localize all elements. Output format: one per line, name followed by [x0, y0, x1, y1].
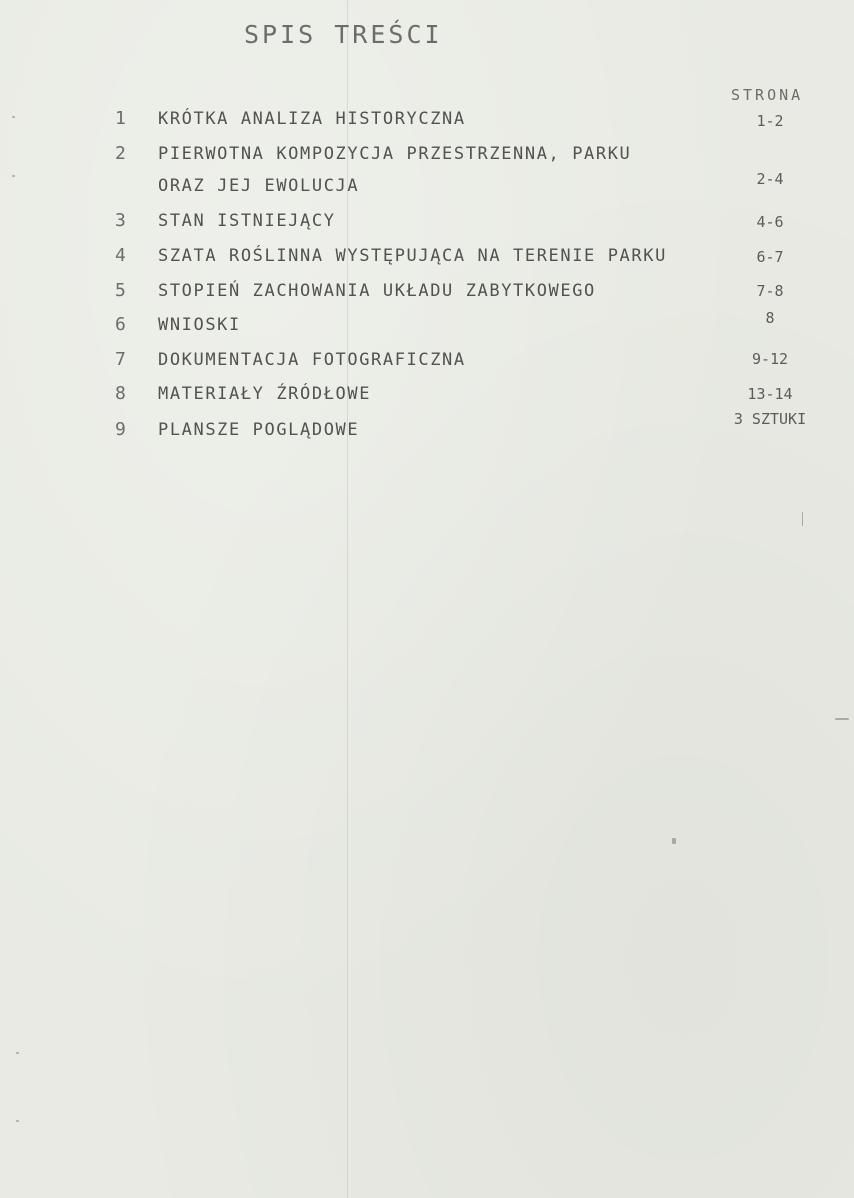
- toc-entry-number: 7: [115, 349, 126, 370]
- toc-entry-number: 8: [115, 383, 126, 404]
- toc-entry-number: 4: [115, 245, 126, 266]
- scan-speck: [12, 116, 15, 118]
- toc-entry-number: 3: [115, 210, 126, 231]
- toc-entry-label: SZATA ROŚLINNA WYSTĘPUJĄCA NA TERENIE PARKU: [158, 246, 667, 266]
- toc-entry-number: 6: [115, 314, 126, 335]
- toc-entry-label: ORAZ JEJ EWOLUCJA: [158, 176, 360, 196]
- toc-entry-label: KRÓTKA ANALIZA HISTORYCZNA: [158, 109, 466, 129]
- page-title: SPIS TREŚCI: [244, 20, 443, 49]
- toc-entry-number: 9: [115, 419, 126, 440]
- toc-entry-pages: 3 SZTUKI: [733, 410, 807, 428]
- scan-speck: [835, 718, 849, 720]
- scan-speck: [16, 1120, 19, 1122]
- scan-speck: [12, 175, 15, 177]
- page-column-header: STRONA: [731, 86, 804, 104]
- toc-entry-number: 2: [115, 143, 126, 164]
- toc-entry-label: WNIOSKI: [158, 315, 241, 335]
- toc-entry-pages: 4-6: [756, 213, 784, 231]
- toc-entry-number: 1: [115, 108, 126, 129]
- scan-speck: [16, 1052, 19, 1054]
- toc-entry-pages: 1-2: [756, 112, 784, 130]
- toc-entry-pages: 6-7: [756, 248, 784, 266]
- scan-speck: [672, 838, 676, 844]
- toc-entry-label: PLANSZE POGLĄDOWE: [158, 420, 360, 440]
- toc-entry-pages: 9-12: [751, 350, 789, 368]
- toc-entry-label: DOKUMENTACJA FOTOGRAFICZNA: [158, 350, 466, 370]
- toc-entry-label: MATERIAŁY ŹRÓDŁOWE: [158, 384, 372, 404]
- toc-entry-label: STOPIEŃ ZACHOWANIA UKŁADU ZABYTKOWEGO: [158, 281, 596, 301]
- toc-entry-number: 5: [115, 280, 126, 301]
- toc-entry-pages: 13-14: [747, 385, 793, 403]
- toc-entry-pages: 2-4: [756, 170, 784, 188]
- toc-entry-label: STAN ISTNIEJĄCY: [158, 211, 336, 231]
- scan-speck: [802, 512, 803, 526]
- toc-entry-pages: 7-8: [756, 282, 784, 300]
- toc-entry-pages: 8: [765, 309, 775, 327]
- toc-entry-label: PIERWOTNA KOMPOZYCJA PRZESTRZENNA, PARKU: [158, 144, 632, 164]
